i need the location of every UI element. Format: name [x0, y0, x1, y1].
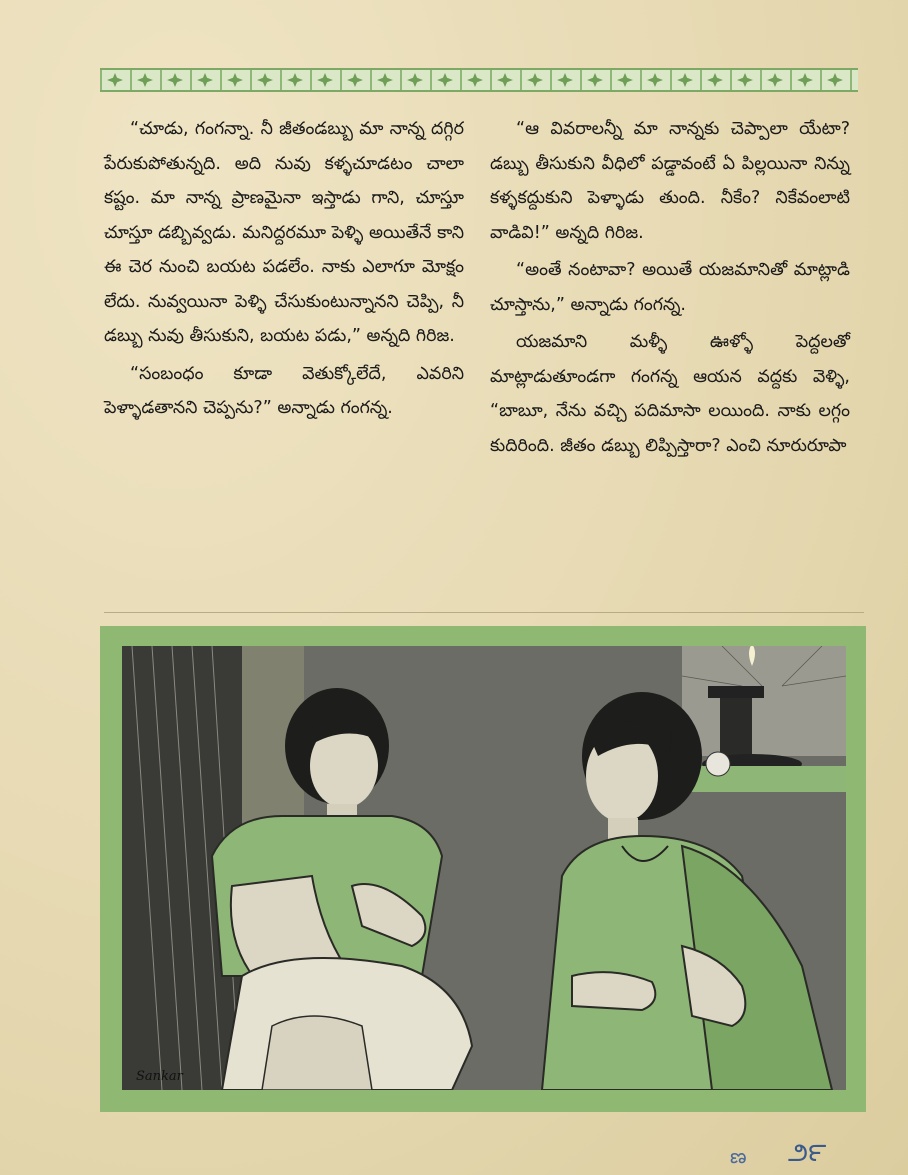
border-motif-icon	[496, 72, 514, 88]
border-motif-icon	[226, 72, 244, 88]
decorative-border	[100, 68, 858, 92]
border-motif-icon	[676, 72, 694, 88]
right-column	[490, 112, 850, 466]
border-motif-icon	[406, 72, 424, 88]
border-motif-icon	[376, 72, 394, 88]
border-motif-icon	[796, 72, 814, 88]
border-motif-icon	[346, 72, 364, 88]
paragraph: “చూడు, గంగన్నా. నీ జీతండబ్బు మా నాన్న దగ్గిర పేరుకుపోతున్నది. అది నువు కళ్ళచూడటం చాలా కష్టం. మా నాన్న ప్రాణమైనా ఇస్తాడు గాని, చూస్తూ చూస్తూ డబ్బివ్వడు. మనిద్దరమూ పెళ్ళి అయితేనే కాని ఈ చెర నుంచి బయట పడలేం. నాకు ఎలాగూ మోక్షం లేదు. నువ్వయినా పెళ్ళి చేసుకుంటున్నానని చెప్పి, నీ డబ్బు నువు తీసుకుని, బయట పడు,” అన్నది గిరిజ.	[104, 119, 464, 346]
left-column	[104, 112, 464, 429]
border-motif-icon	[166, 72, 184, 88]
border-motif-icon	[526, 72, 544, 88]
border-motif-icon	[436, 72, 454, 88]
border-motif-icon	[196, 72, 214, 88]
illustration	[122, 646, 846, 1090]
signature: Sankar	[136, 1069, 183, 1084]
divider	[104, 612, 864, 613]
paragraph: “ఆ వివరాలన్నీ మా నాన్నకు చెప్పాలా యేటా? డబ్బు తీసుకుని వీధిలో పడ్డావంటే ఏ పిల్లయినా నిన్ను కళ్ళకద్దుకుని పెళ్ళాడు తుంది. నీకేం? నికేవంలాటి వాడివి!” అన్నది గిరిజ.	[490, 119, 850, 243]
border-motif-icon	[466, 72, 484, 88]
border-motif-icon	[586, 72, 604, 88]
border-motif-icon	[556, 72, 574, 88]
paragraph: “అంతే నంటావా? అయితే యజమానితో మాట్లాడి చూస్తాను,” అన్నాడు గంగన్న.	[490, 260, 850, 315]
paragraph: “సంబంధం కూడా వెతుక్కోలేదే, ఎవరిని పెళ్ళాడతానని చెప్పను?” అన్నాడు గంగన్న.	[104, 363, 464, 418]
border-motif-icon	[826, 72, 844, 88]
border-motif-icon	[106, 72, 124, 88]
border-motif-icon	[646, 72, 664, 88]
border-motif-icon	[256, 72, 274, 88]
paragraph: యజమాని మళ్ళీ ఊళ్ళో పెద్దలతో మాట్లాడుతూండగా గంగన్న ఆయన వద్దకు వెళ్ళి, “బాబూ, నేను వచ్చి పదిమాసా లయింది. నాకు లగ్గం కుదిరింది. జీతం డబ్బు లిప్పిస్తారా? ఎంచి నూరురూపా	[490, 332, 850, 456]
page-number: ౨౯	[788, 1138, 827, 1168]
illustration-artwork	[122, 646, 846, 1090]
border-motif-icon	[316, 72, 334, 88]
page-mark: ణ	[730, 1144, 747, 1168]
border-motif-icon	[286, 72, 304, 88]
border-motif-icon	[766, 72, 784, 88]
border-motif-icon	[616, 72, 634, 88]
border-motif-icon	[706, 72, 724, 88]
border-motif-icon	[136, 72, 154, 88]
border-motif-icon	[736, 72, 754, 88]
